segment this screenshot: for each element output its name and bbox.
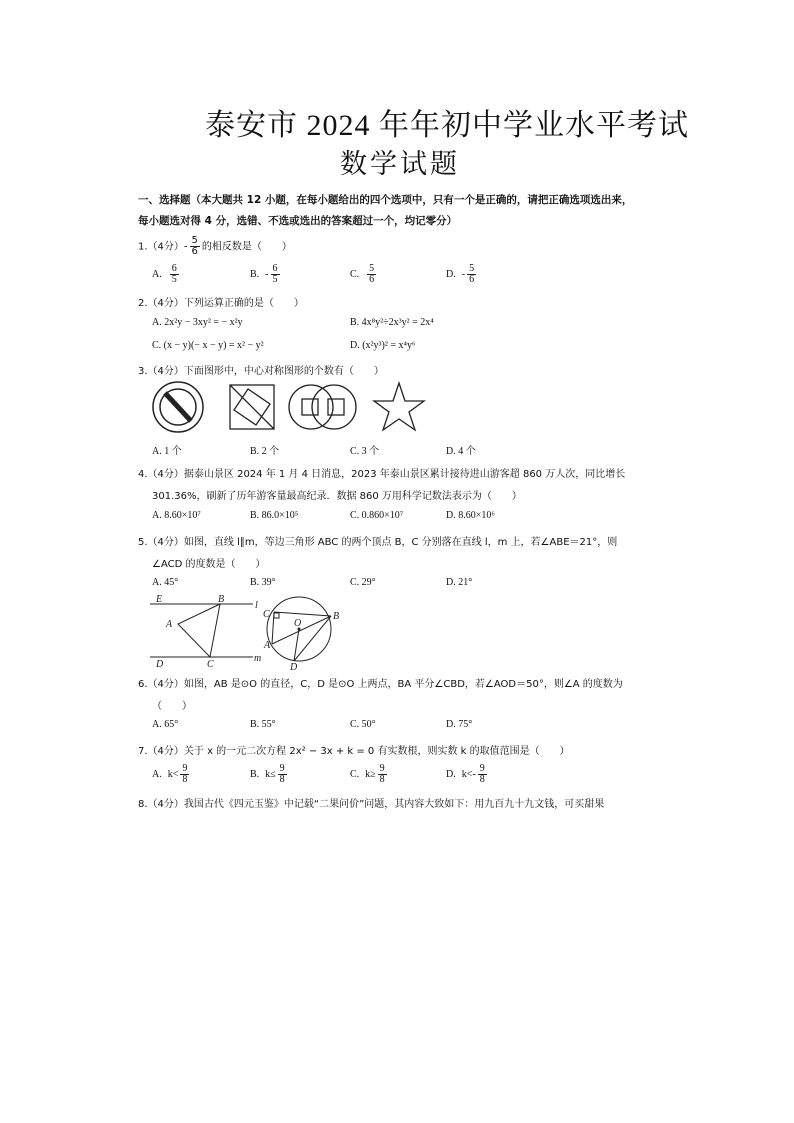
q5-label-d: D: [156, 659, 164, 670]
two-circles-squares-figure: [289, 385, 356, 429]
q1-option-d-label: D.: [446, 268, 456, 280]
q5-label-e: E: [156, 594, 163, 605]
q5-label-b: B: [218, 594, 225, 605]
question-3-stem: 3.（4分）下面图形中，中心对称图形的个数有（ ）: [138, 366, 384, 377]
q6-option-b[interactable]: B. 55°: [250, 719, 276, 730]
q7-option-a-rel: k<: [167, 768, 179, 780]
q7-option-a-label: A.: [152, 768, 162, 780]
q7-option-d-den: 8: [479, 774, 485, 785]
q1-option-d-num: 5: [469, 263, 475, 274]
question-4-line1: 4.（4分）据泰山景区 2024 年 1 月 4 日消息，2023 年泰山景区累计接待进山游客超 860 万人次，同比增长: [138, 469, 626, 480]
q2-option-a[interactable]: A. 2x²y − 3xy² = − x²y: [152, 317, 243, 328]
q5-figure: [148, 594, 268, 670]
q1-option-c[interactable]: [350, 264, 378, 285]
q7-option-d-label: D.: [446, 768, 456, 780]
q2-option-d[interactable]: D. (x²y³)² = x⁴y⁶: [350, 340, 416, 351]
q4-option-c[interactable]: C. 0.860×10⁷: [350, 510, 404, 521]
q4-option-b[interactable]: B. 86.0×10⁵: [250, 510, 299, 521]
q1-option-a-num: 6: [171, 263, 177, 274]
q1-option-b-label: B.: [250, 268, 260, 280]
q6-option-a[interactable]: A. 65°: [152, 719, 179, 730]
q1-fraction: [190, 236, 200, 257]
q7-option-c-den: 8: [379, 774, 385, 785]
q3-option-d[interactable]: D. 4 个: [446, 446, 476, 457]
q7-option-b-rel: k≤: [265, 768, 276, 780]
question-5-line2: ∠ACD 的度数是（ ）: [152, 559, 266, 570]
section-instructions-line1: 一、选择题（本大题共 12 小题，在每小题给出的四个选项中，只有一个是正确的，请把正确选项选出来，: [138, 194, 633, 206]
q3-figures: [148, 380, 438, 435]
q1-option-d[interactable]: [446, 264, 478, 285]
q7-option-c-num: 9: [379, 763, 385, 774]
q6-label-b: B: [333, 611, 340, 622]
question-8-line1: 8.（4分）我国古代《四元玉鉴》中记载“二果问价”问题，其内容大致如下：用九百九十九文钱，可买甜果: [138, 799, 605, 810]
question-4-line2: 301.36%，刷新了历年游客量最高纪录．数据 860 万用科学记数法表示为（ ）: [152, 491, 522, 502]
question-6-line1: 6.（4分）如图，AB 是⊙O 的直径，C，D 是⊙O 上两点，BA 平分∠CBD，若∠AOD＝50°，则∠A 的度数为: [138, 679, 623, 690]
q1-option-a-label: A.: [152, 268, 162, 280]
question-5-line1: 5.（4分）如图，直线 l∥m，等边三角形 ABC 的两个顶点 B，C 分别落在直线 l，m 上，若∠ABE＝21°，则: [138, 537, 618, 548]
q1-option-b-num: 6: [272, 263, 278, 274]
exam-subtitle: 数学试题: [340, 149, 460, 179]
q5-option-a[interactable]: A. 45°: [152, 577, 179, 588]
q7-option-b[interactable]: [250, 764, 289, 785]
q1-option-b-fraction: [271, 264, 280, 285]
q6-option-d[interactable]: D. 75°: [446, 719, 473, 730]
q1-option-b[interactable]: [250, 264, 282, 285]
exam-title: 泰安市 2024 年年初中学业水平考试: [205, 109, 689, 142]
q5-option-d[interactable]: D. 21°: [446, 577, 473, 588]
q3-option-c[interactable]: C. 3 个: [350, 446, 380, 457]
q5-option-b[interactable]: B. 39°: [250, 577, 276, 588]
q7-option-d-fraction: [478, 764, 487, 785]
question-2-stem: 2.（4分）下列运算正确的是（ ）: [138, 298, 304, 309]
q6-label-d: D: [290, 662, 298, 672]
q7-option-a-num: 9: [182, 763, 188, 774]
q1-option-a-den: 5: [171, 274, 177, 285]
q7-option-b-num: 9: [279, 763, 285, 774]
q5-label-a: A: [166, 619, 173, 630]
q6-option-c[interactable]: C. 50°: [350, 719, 376, 730]
q6-label-a: A: [264, 640, 271, 651]
q2-option-b[interactable]: B. 4x⁸y²÷2x³y² = 2x⁴: [350, 317, 434, 328]
q1-option-d-fraction: [467, 264, 476, 285]
q1-option-a[interactable]: [152, 264, 181, 285]
q1-option-a-fraction: [170, 264, 179, 285]
q1-option-c-num: 5: [369, 263, 375, 274]
q7-option-b-den: 8: [279, 774, 285, 785]
q1-option-c-den: 6: [369, 274, 375, 285]
q2-option-c[interactable]: C. (x − y)(− x − y) = x² − y²: [152, 340, 264, 351]
q5-option-c[interactable]: C. 29°: [350, 577, 376, 588]
q1-option-c-label: C.: [350, 268, 360, 280]
q6-figure: [258, 592, 348, 672]
q7-option-d[interactable]: [446, 764, 489, 785]
question-6-line2: （ ）: [152, 701, 192, 712]
q7-option-d-rel: k<: [461, 768, 473, 780]
q3-option-b[interactable]: B. 2 个: [250, 446, 280, 457]
q6-label-o: O: [294, 618, 302, 629]
q7-option-c[interactable]: [350, 764, 389, 785]
q7-option-c-fraction: [378, 764, 387, 785]
q3-option-a[interactable]: A. 1 个: [152, 446, 182, 457]
q7-option-b-fraction: [278, 764, 287, 785]
question-1-stem: [138, 236, 292, 257]
section-instructions-line2: 每小题选对得 4 分，选错、不选或选出的答案超过一个，均记零分）: [138, 215, 458, 227]
q7-option-d-sign: -: [472, 768, 476, 780]
q7-option-a-fraction: [180, 764, 189, 785]
q1-prefix: 1.（4分）: [138, 241, 184, 253]
q7-option-c-rel: k≥: [365, 768, 376, 780]
q1-option-d-den: 6: [469, 274, 475, 285]
q7-option-b-label: B.: [250, 768, 260, 780]
q7-option-c-label: C.: [350, 768, 360, 780]
q4-option-d[interactable]: D. 8.60×10⁶: [446, 510, 495, 521]
q1-num: 5: [191, 235, 198, 246]
q1-sign: -: [183, 241, 188, 253]
star-figure: [374, 383, 424, 430]
q1-option-b-den: 5: [272, 274, 278, 285]
q1-option-b-sign: -: [265, 268, 269, 280]
q1-option-c-fraction: [367, 264, 376, 285]
q6-label-c: C: [263, 609, 270, 620]
q4-option-a[interactable]: A. 8.60×10⁷: [152, 510, 201, 521]
square-pinwheel-figure: [230, 385, 274, 429]
q1-den: 6: [191, 246, 198, 257]
q5-label-m: m: [254, 653, 262, 664]
q7-option-d-num: 9: [479, 763, 485, 774]
circle-slash-figure: [153, 382, 203, 432]
q5-label-l: l: [255, 600, 258, 611]
q1-option-d-sign: -: [461, 268, 466, 280]
q7-option-a[interactable]: [152, 764, 191, 785]
q1-suffix: 的相反数是（ ）: [201, 241, 292, 253]
q5-label-c: C: [207, 659, 214, 670]
question-7-stem: 7.（4分）关于 x 的一元二次方程 2x² − 3x + k = 0 有实数根，则实数 k 的取值范围是（ ）: [138, 746, 570, 757]
q7-option-a-den: 8: [182, 774, 188, 785]
